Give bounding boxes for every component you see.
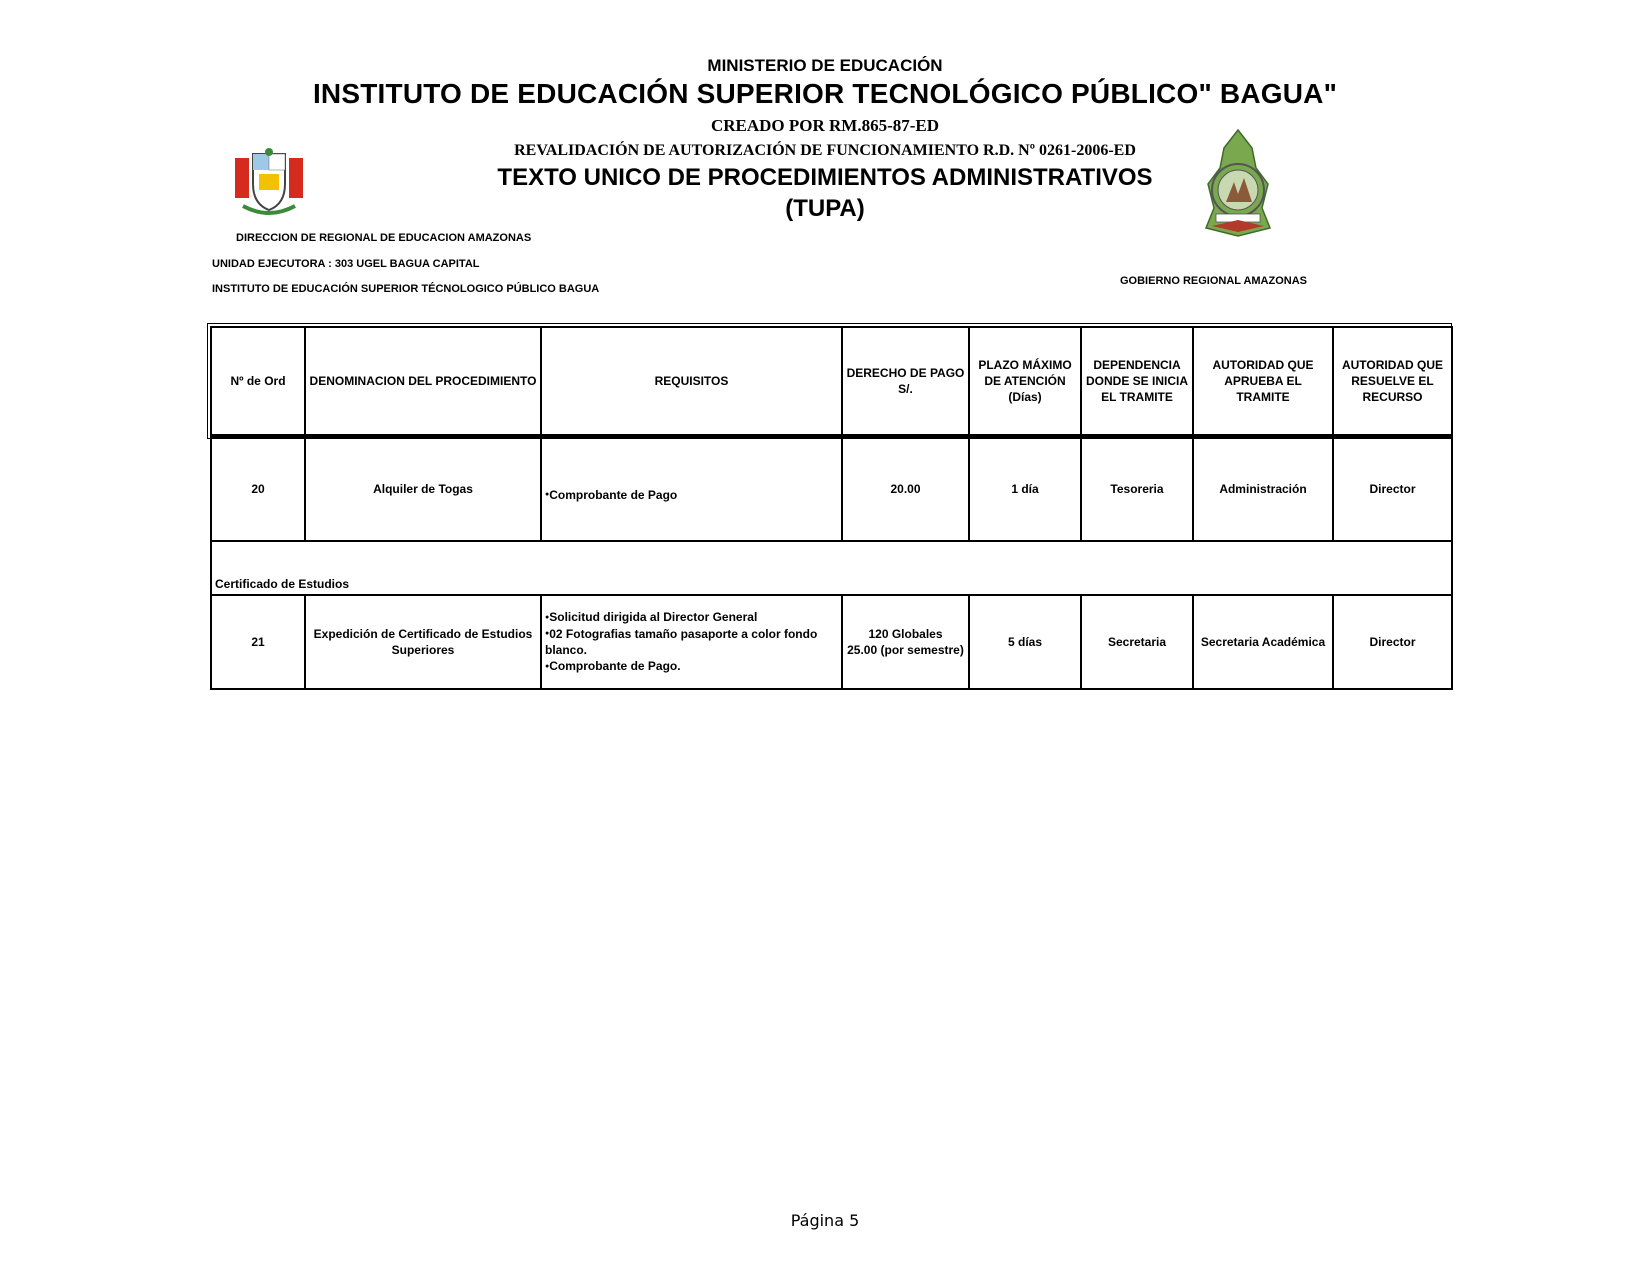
cell-dependencia: Secretaria xyxy=(1081,595,1193,689)
table-row xyxy=(211,436,1452,541)
table-header-row xyxy=(211,327,1452,436)
header-derecho: DERECHO DE PAGO S/. xyxy=(842,327,969,436)
cell-dependencia: Tesoreria xyxy=(1081,436,1193,541)
header-dependencia: DEPENDENCIA DONDE SE INICIA EL TRAMITE xyxy=(1081,327,1193,436)
cell-requisitos xyxy=(541,436,842,541)
table-row xyxy=(211,595,1452,689)
cell-denominacion: Expedición de Certificado de Estudios Superiores xyxy=(305,595,541,689)
cell-resuelve: Director xyxy=(1333,436,1452,541)
cell-resuelve: Director xyxy=(1333,595,1452,689)
ministry-title: MINISTERIO DE EDUCACIÓN xyxy=(707,56,943,75)
document-subtitle: (TUPA) xyxy=(785,195,865,222)
document-title: TEXTO UNICO DE PROCEDIMIENTOS ADMINISTRATIVOS xyxy=(497,164,1153,191)
cell-derecho xyxy=(842,595,969,689)
section-row xyxy=(211,541,1452,595)
derecho-line: 120 Globales xyxy=(868,627,943,641)
requisito-item: ● Comprobante de Pago. xyxy=(545,658,838,675)
requisito-item: ● Comprobante de Pago xyxy=(545,487,838,504)
cell-plazo: 1 día xyxy=(969,436,1081,541)
institute-name: INSTITUTO DE EDUCACIÓN SUPERIOR TÉCNOLOGICO PÚBLICO BAGUA xyxy=(212,283,600,295)
header-requisitos: REQUISITOS xyxy=(541,327,842,436)
cell-plazo: 5 días xyxy=(969,595,1081,689)
cell-aprueba: Secretaria Académica xyxy=(1193,595,1333,689)
header-plazo: PLAZO MÁXIMO DE ATENCIÓN (Días) xyxy=(969,327,1081,436)
derecho-line: 25.00 (por semestre) xyxy=(847,643,964,657)
revalidation: REVALIDACIÓN DE AUTORIZACIÓN DE FUNCIONAMIENTO R.D. Nº 0261-2006-ED xyxy=(514,142,1136,159)
amazonas-emblem-icon xyxy=(1198,128,1278,240)
cell-ord: 21 xyxy=(211,595,305,689)
cell-aprueba: Administración xyxy=(1193,436,1333,541)
page-number: Página 5 xyxy=(790,1211,860,1230)
header-denominacion: DENOMINACION DEL PROCEDIMIENTO xyxy=(305,327,541,436)
cell-requisitos xyxy=(541,595,842,689)
cell-denominacion: Alquiler de Togas xyxy=(305,436,541,541)
cell-ord: 20 xyxy=(211,436,305,541)
created-by: CREADO POR RM.865-87-ED xyxy=(710,116,940,135)
requisito-item: ● Solicitud dirigida al Director General xyxy=(545,609,838,626)
direccion-regional: DIRECCION DE REGIONAL DE EDUCACION AMAZONAS xyxy=(236,232,532,244)
peru-coat-of-arms-icon xyxy=(233,148,305,216)
tupa-table xyxy=(210,326,1453,690)
institute-title: INSTITUTO DE EDUCACIÓN SUPERIOR TECNOLÓGICO PÚBLICO" BAGUA" xyxy=(312,78,1338,109)
header-ord: Nº de Ord xyxy=(211,327,305,436)
unidad-ejecutora: UNIDAD EJECUTORA : 303 UGEL BAGUA CAPITAL xyxy=(212,258,480,270)
section-title: Certificado de Estudios xyxy=(211,541,1452,595)
gobierno-regional: GOBIERNO REGIONAL AMAZONAS xyxy=(1120,275,1308,287)
cell-derecho: 20.00 xyxy=(842,436,969,541)
header-autoridad-aprueba: AUTORIDAD QUE APRUEBA EL TRAMITE xyxy=(1193,327,1333,436)
header-autoridad-resuelve: AUTORIDAD QUE RESUELVE EL RECURSO xyxy=(1333,327,1452,436)
requisito-item: ● 02 Fotografias tamaño pasaporte a color fondo blanco. xyxy=(545,626,838,659)
